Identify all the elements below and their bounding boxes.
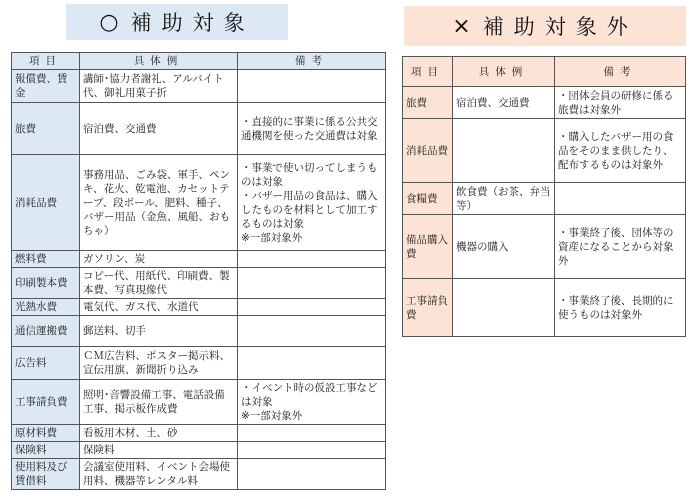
row-example: ＣＭ広告料、ポスター掲示料、宣伝用旗、新聞折り込み xyxy=(80,347,238,380)
row-note: ・団体会員の研修に係る旅費は対象外 xyxy=(555,87,686,119)
row-note: ・購入したバザー用の食品をそのまま供したり、配布するものは対象外 xyxy=(555,119,686,183)
row-example: 宿泊費、交通費 xyxy=(80,103,238,155)
table-row xyxy=(403,183,686,215)
header-item: 項目 xyxy=(12,53,80,70)
row-item: 燃料費 xyxy=(12,251,80,268)
row-item: 報償費、賃金 xyxy=(12,70,80,103)
row-item: 消耗品費 xyxy=(403,119,453,183)
row-example: 郵送料、切手 xyxy=(80,316,238,347)
row-example: 機器の購入 xyxy=(453,215,555,279)
row-example xyxy=(453,119,555,183)
row-example: 会議室使用料、イベント会場使用料、機器等レンタル料 xyxy=(80,459,238,490)
note-line: ・イベント時の仮設工事などは対象 xyxy=(241,382,378,408)
row-note xyxy=(238,459,386,490)
row-example: 事務用品、ごみ袋、軍手、ペンキ、花火、乾電池、カセットテープ、段ボール、肥料、種子、バザー用品（金魚、風船、おもちゃ） xyxy=(80,155,238,251)
note-line: ※一部対象外 xyxy=(241,410,303,422)
table-row xyxy=(12,459,386,490)
row-example: 講師･協力者謝礼、アルバイト代、御礼用菓子折 xyxy=(80,70,238,103)
table-row xyxy=(12,251,386,268)
row-example: 電気代、ガス代、水道代 xyxy=(80,299,238,316)
row-item: 旅費 xyxy=(403,87,453,119)
row-item: 広告料 xyxy=(12,347,80,380)
note-line: ※一部対象外 xyxy=(241,231,303,244)
table-row xyxy=(403,119,686,183)
row-example: 保険料 xyxy=(80,442,238,459)
row-note xyxy=(238,299,386,316)
row-note xyxy=(238,442,386,459)
row-item: 工事請負費 xyxy=(403,279,453,337)
row-example: 飲食費（お茶、弁当等） xyxy=(453,183,555,215)
left-title: 補助対象 xyxy=(130,11,255,35)
row-note xyxy=(238,316,386,347)
row-item: 旅費 xyxy=(12,103,80,155)
header-note: 備考 xyxy=(555,57,686,87)
row-note: ・直接的に事業に係る公共交通機関を使った交通費は対象 xyxy=(238,103,386,155)
row-note xyxy=(238,268,386,299)
circle-mark-icon: ○ xyxy=(99,9,119,35)
header-note: 備考 xyxy=(238,53,386,70)
table-row xyxy=(12,380,386,425)
row-note xyxy=(238,347,386,380)
header-item: 項目 xyxy=(403,57,453,87)
row-item: 通信運搬費 xyxy=(12,316,80,347)
row-item: 消耗品費 xyxy=(12,155,80,251)
table-row xyxy=(12,103,386,155)
ineligible-table xyxy=(402,56,686,337)
table-row xyxy=(12,442,386,459)
table-row xyxy=(403,215,686,279)
row-item: 工事請負費 xyxy=(12,380,80,425)
row-example: 宿泊費、交通費 xyxy=(453,87,555,119)
row-note xyxy=(238,155,386,251)
table-row xyxy=(403,87,686,119)
row-item: 食糧費 xyxy=(403,183,453,215)
row-note: ・事業終了後、長期的に使うものは対象外 xyxy=(555,279,686,337)
note-line: ・バザー用品の食品は、購入したものを材料として加工するものは対象 xyxy=(241,189,378,230)
header-example: 具体例 xyxy=(453,57,555,87)
row-example xyxy=(453,279,555,337)
table-row xyxy=(12,268,386,299)
row-item: 印刷製本費 xyxy=(12,268,80,299)
table-row xyxy=(12,155,386,251)
row-item: 保険料 xyxy=(12,442,80,459)
table-row xyxy=(12,316,386,347)
row-note xyxy=(238,425,386,442)
row-note xyxy=(555,183,686,215)
eligible-table xyxy=(11,52,386,490)
row-example: 照明･音響設備工事、電話設備工事、掲示板作成費 xyxy=(80,380,238,425)
row-item: 使用料及び賃借料 xyxy=(12,459,80,490)
row-note xyxy=(238,251,386,268)
cross-mark-icon: × xyxy=(452,13,471,39)
row-example: ガソリン、炭 xyxy=(80,251,238,268)
table-row xyxy=(403,279,686,337)
row-example: コピー代、用紙代、印刷費、製本費、写真現像代 xyxy=(80,268,238,299)
row-example: 看板用木材、土、砂 xyxy=(80,425,238,442)
table-header-row xyxy=(12,53,386,70)
right-title: 補助対象外 xyxy=(482,15,638,39)
row-item: 備品購入費 xyxy=(403,215,453,279)
table-header-row xyxy=(403,57,686,87)
row-note xyxy=(238,70,386,103)
row-item: 原材料費 xyxy=(12,425,80,442)
right-title-banner xyxy=(404,6,686,46)
table-row xyxy=(12,299,386,316)
row-note xyxy=(238,380,386,425)
table-row xyxy=(12,425,386,442)
row-note: ・事業終了後、団体等の資産になることから対象外 xyxy=(555,215,686,279)
table-row xyxy=(12,70,386,103)
header-example: 具体例 xyxy=(80,53,238,70)
row-item: 光熱水費 xyxy=(12,299,80,316)
table-row xyxy=(12,347,386,380)
note-line: ・事業で使い切ってしまうものは対象 xyxy=(241,161,378,188)
left-title-banner xyxy=(66,4,288,40)
